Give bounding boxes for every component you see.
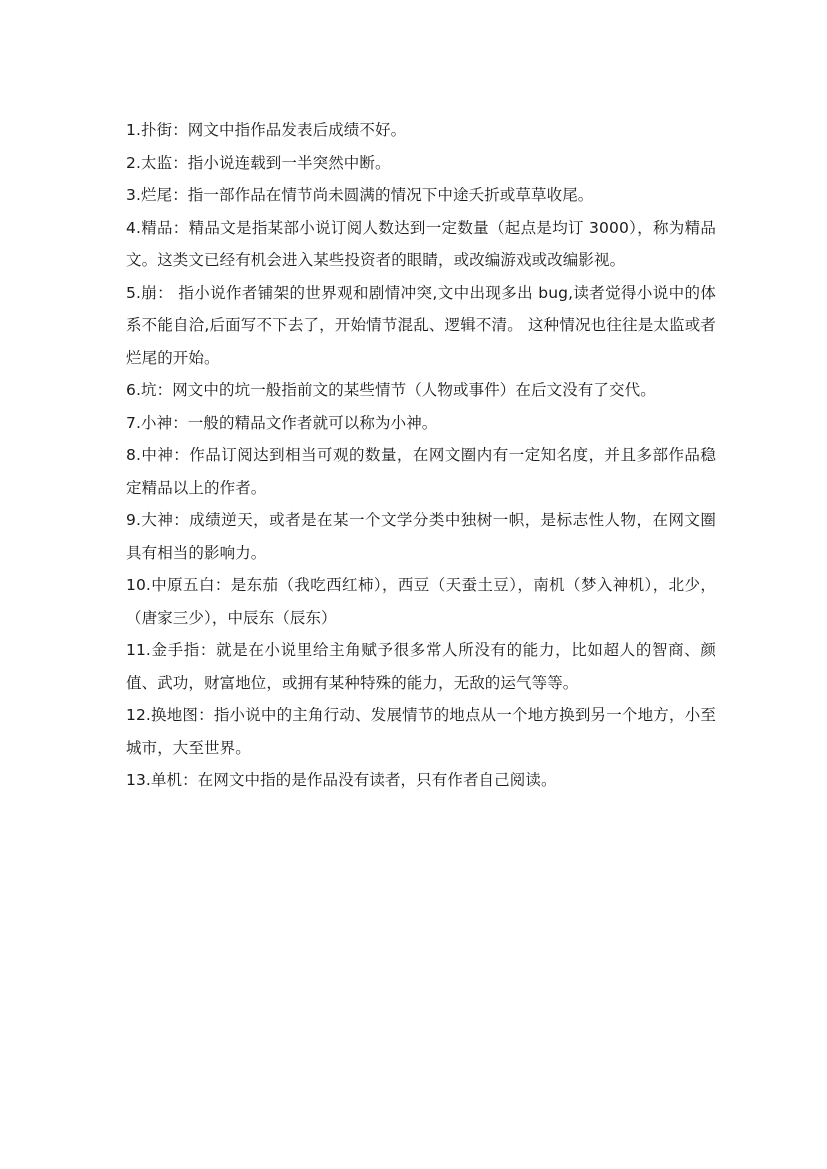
glossary-entry-10: 10.中原五白：是东茄（我吃西红柿），西豆（天蚕土豆），南机（梦入神机），北少，（唐家三少），中辰东（辰东） — [126, 576, 716, 627]
glossary-entry-4: 4.精品：精品文是指某部小说订阅人数达到一定数量（起点是均订 3000），称为精品文。这类文已经有机会进入某些投资者的眼睛，或改编游戏或改编影视。 — [126, 218, 716, 269]
glossary-list — [126, 114, 716, 797]
glossary-entry-12: 12.换地图：指小说中的主角行动、发展情节的地点从一个地方换到另一个地方，小至城市，大至世界。 — [126, 706, 716, 757]
glossary-entry-5: 5.崩： 指小说作者铺架的世界观和剧情冲突,文中出现多出 bug,读者觉得小说中的体系不能自洽,后面写不下去了，开始情节混乱、逻辑不清。 这种情况也往往是太监或者烂尾的开始。 — [126, 283, 716, 367]
glossary-entry-9: 9.大神：成绩逆天，或者是在某一个文学分类中独树一帜，是标志性人物，在网文圈具有相当的影响力。 — [126, 511, 716, 562]
glossary-entry-11: 11.金手指：就是在小说里给主角赋予很多常人所没有的能力，比如超人的智商、颜值、武功，财富地位，或拥有某种特殊的能力，无敌的运气等等。 — [126, 641, 716, 692]
glossary-entry-7: 7.小神：一般的精品文作者就可以称为小神。 — [126, 413, 438, 432]
glossary-entry-13: 13.单机：在网文中指的是作品没有读者，只有作者自己阅读。 — [126, 771, 557, 789]
glossary-entry-2: 2.太监：指小说连载到一半突然中断。 — [126, 153, 391, 172]
glossary-entry-8: 8.中神：作品订阅达到相当可观的数量，在网文圈内有一定知名度，并且多部作品稳定精品以上的作者。 — [126, 446, 716, 497]
glossary-entry-1: 1.扑街：网文中指作品发表后成绩不好。 — [126, 121, 407, 139]
glossary-entry-3: 3.烂尾：指一部作品在情节尚未圆满的情况下中途夭折或草草收尾。 — [126, 186, 594, 204]
glossary-entry-6: 6.坑：网文中的坑一般指前文的某些情节（人物或事件）在后文没有了交代。 — [126, 381, 656, 399]
